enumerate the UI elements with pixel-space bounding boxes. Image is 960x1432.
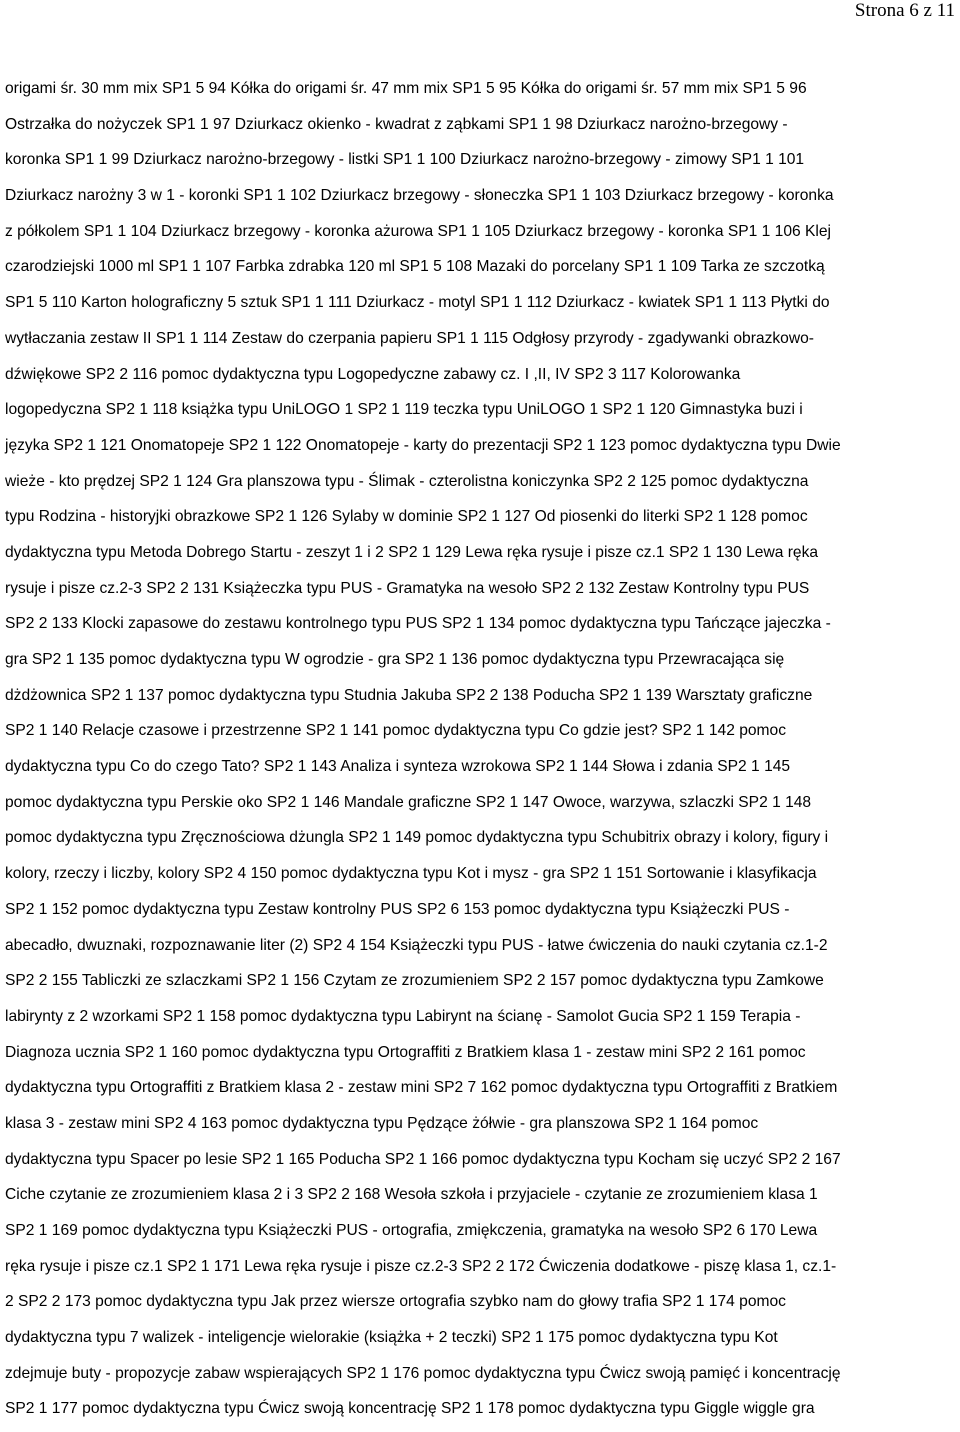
- text-line: zdejmuje buty - propozycje zabaw wspierających SP2 1 176 pomoc dydaktyczna typu Ćwicz swoją pamięć i koncentrację: [5, 1364, 841, 1382]
- text-line: SP2 1 177 pomoc dydaktyczna typu Ćwicz swoją koncentrację SP2 1 178 pomoc dydaktyczna typu Giggle wiggle gra: [5, 1400, 815, 1418]
- text-line: 2 SP2 2 173 pomoc dydaktyczna typu Jak przez wiersze ortografia szybko nam do głowy trafia SP2 1 174 pomoc: [5, 1293, 786, 1311]
- text-line: dydaktyczna typu Spacer po lesie SP2 1 165 Poducha SP2 1 166 pomoc dydaktyczna typu Kocham się uczyć SP2 2 167: [5, 1150, 841, 1168]
- text-line: gra SP2 1 135 pomoc dydaktyczna typu W ogrodzie - gra SP2 1 136 pomoc dydaktyczna typu Przewracająca się: [5, 651, 785, 668]
- text-line: SP2 1 169 pomoc dydaktyczna typu Książeczki PUS - ortografia, zmiękczenia, gramatyka na wesoło SP2 6 170 Lewa: [5, 1222, 818, 1239]
- text-line: dźwiękowe SP2 2 116 pomoc dydaktyczna typu Logopedyczne zabawy cz. I ,II, IV SP2 3 117 Kolorowanka: [5, 365, 741, 383]
- text-line: kolory, rzeczy i liczby, kolory SP2 4 150 pomoc dydaktyczna typu Kot i mysz - gra SP2 1 151 Sortowanie i klasyfikacja: [5, 865, 817, 883]
- text-line: Ostrzałka do nożyczek SP1 1 97 Dziurkacz okienko - kwadrat z ząbkami SP1 1 98 Dziurkacz narożno-brzegowy -: [5, 115, 788, 133]
- text-line: Ciche czytanie ze zrozumieniem klasa 2 i 3 SP2 2 168 Wesoła szkoła i przyjaciele - czytanie ze zrozumieniem klasa 1: [5, 1186, 818, 1204]
- text-line: wieże - kto prędzej SP2 1 124 Gra planszowa typu - Ślimak - czterolistna koniczynka SP2 2 125 pomoc dydaktyczna: [5, 472, 809, 490]
- text-line: dydaktyczna typu Co do czego Tato? SP2 1 143 Analiza i synteza wzrokowa SP2 1 144 Słowa i zdania SP2 1 145: [5, 758, 791, 776]
- text-line: rysuje i pisze cz.2-3 SP2 2 131 Książeczka typu PUS - Gramatyka na wesoło SP2 2 132 Zestaw Kontrolny typu PUS: [5, 579, 810, 597]
- text-line: wytłaczania zestaw II SP1 1 114 Zestaw do czerpania papieru SP1 1 115 Odgłosy przyrody - zgadywanki obrazkowo-: [5, 329, 814, 347]
- text-line: SP2 2 155 Tabliczki ze szlaczkami SP2 1 156 Czytam ze zrozumieniem SP2 2 157 pomoc dydaktyczna typu Zamkowe: [5, 972, 824, 990]
- text-line: pomoc dydaktyczna typu Perskie oko SP2 1 146 Mandale graficzne SP2 1 147 Owoce, warzywa, szlaczki SP2 1 148: [5, 793, 812, 811]
- text-line: koronka SP1 1 99 Dziurkacz narożno-brzegowy - listki SP1 1 100 Dziurkacz narożno-brzegowy - zimowy SP1 1 101: [5, 151, 805, 169]
- text-line: języka SP2 1 121 Onomatopeje SP2 1 122 Onomatopeje - karty do prezentacji SP2 1 123 pomoc dydaktyczna typu Dwie: [5, 436, 841, 454]
- text-line: dydaktyczna typu Ortograffiti z Bratkiem klasa 2 - zestaw mini SP2 7 162 pomoc dydaktyczna typu Ortograffiti z Bratkiem: [5, 1079, 838, 1097]
- text-line: SP2 1 152 pomoc dydaktyczna typu Zestaw kontrolny PUS SP2 6 153 pomoc dydaktyczna typu Książeczki PUS -: [5, 900, 790, 918]
- text-line: SP1 5 110 Karton holograficzny 5 sztuk SP1 1 111 Dziurkacz - motyl SP1 1 112 Dziurkacz - kwiatek SP1 1 113 Płytki do: [5, 294, 830, 312]
- text-line: dydaktyczna typu Metoda Dobrego Startu - zeszyt 1 i 2 SP2 1 129 Lewa ręka rysuje i pisze cz.1 SP2 1 130 Lewa ręka: [5, 543, 819, 561]
- text-line: czarodziejski 1000 ml SP1 1 107 Farbka zdrabka 120 ml SP1 5 108 Mazaki do porcelany SP1 1 109 Tarka ze szczotką: [5, 258, 825, 276]
- text-line: labirynty z 2 wzorkami SP2 1 158 pomoc dydaktyczna typu Labirynt na ścianę - Samolot Gucia SP2 1 159 Terapia -: [5, 1007, 801, 1025]
- text-line: dydaktyczna typu 7 walizek - inteligencje wielorakie (książka + 2 teczki) SP2 1 175 pomoc dydaktyczna typu Kot: [5, 1329, 778, 1347]
- text-line: logopedyczna SP2 1 118 książka typu UniLOGO 1 SP2 1 119 teczka typu UniLOGO 1 SP2 1 120 Gimnastyka buzi i: [5, 401, 803, 419]
- text-line: SP2 2 133 Klocki zapasowe do zestawu kontrolnego typu PUS SP2 1 134 pomoc dydaktyczna typu Tańczące jajeczka -: [5, 615, 831, 633]
- text-line: origami śr. 30 mm mix SP1 5 94 Kółka do origami śr. 47 mm mix SP1 5 95 Kółka do origami śr. 57 mm mix SP1 5 96: [5, 80, 807, 97]
- text-line: dżdżownica SP2 1 137 pomoc dydaktyczna typu Studnia Jakuba SP2 2 138 Poducha SP2 1 139 Warsztaty graficzne: [5, 686, 813, 704]
- page-number: Strona 6 z 11: [854, 0, 955, 21]
- text-line: klasa 3 - zestaw mini SP2 4 163 pomoc dydaktyczna typu Pędzące żółwie - gra planszowa SP2 1 164 pomoc: [5, 1114, 759, 1132]
- text-line: abecadło, dwuznaki, rozpoznawanie liter (2) SP2 4 154 Książeczki typu PUS - łatwe ćwiczenia do nauki czytania cz.1-2: [5, 936, 828, 954]
- text-line: Dziurkacz narożny 3 w 1 - koronki SP1 1 102 Dziurkacz brzegowy - słoneczka SP1 1 103 Dziurkacz brzegowy - koronka: [5, 187, 834, 205]
- text-line: pomoc dydaktyczna typu Zręcznościowa dżungla SP2 1 149 pomoc dydaktyczna typu Schubitrix obrazy i kolory, figury i: [5, 829, 829, 847]
- text-line: typu Rodzina - historyjki obrazkowe SP2 1 126 Sylaby w dominie SP2 1 127 Od piosenki do literki SP2 1 128 pomoc: [5, 508, 808, 526]
- text-line: Diagnoza ucznia SP2 1 160 pomoc dydaktyczna typu Ortograffiti z Bratkiem klasa 1 - zestaw mini SP2 2 161 pomoc: [5, 1043, 806, 1061]
- text-line: SP2 1 140 Relacje czasowe i przestrzenne SP2 1 141 pomoc dydaktyczna typu Co gdzie jest? SP2 1 142 pomoc: [5, 722, 787, 740]
- text-line: ręka rysuje i pisze cz.1 SP2 1 171 Lewa ręka rysuje i pisze cz.2-3 SP2 2 172 Ćwiczenia dodatkowe - piszę klasa 1, cz.1-: [5, 1257, 837, 1275]
- text-line: z półkolem SP1 1 104 Dziurkacz brzegowy - koronka ażurowa SP1 1 105 Dziurkacz brzegowy - koronka SP1 1 106 Klej: [5, 222, 832, 240]
- document-body: [5, 76, 960, 1432]
